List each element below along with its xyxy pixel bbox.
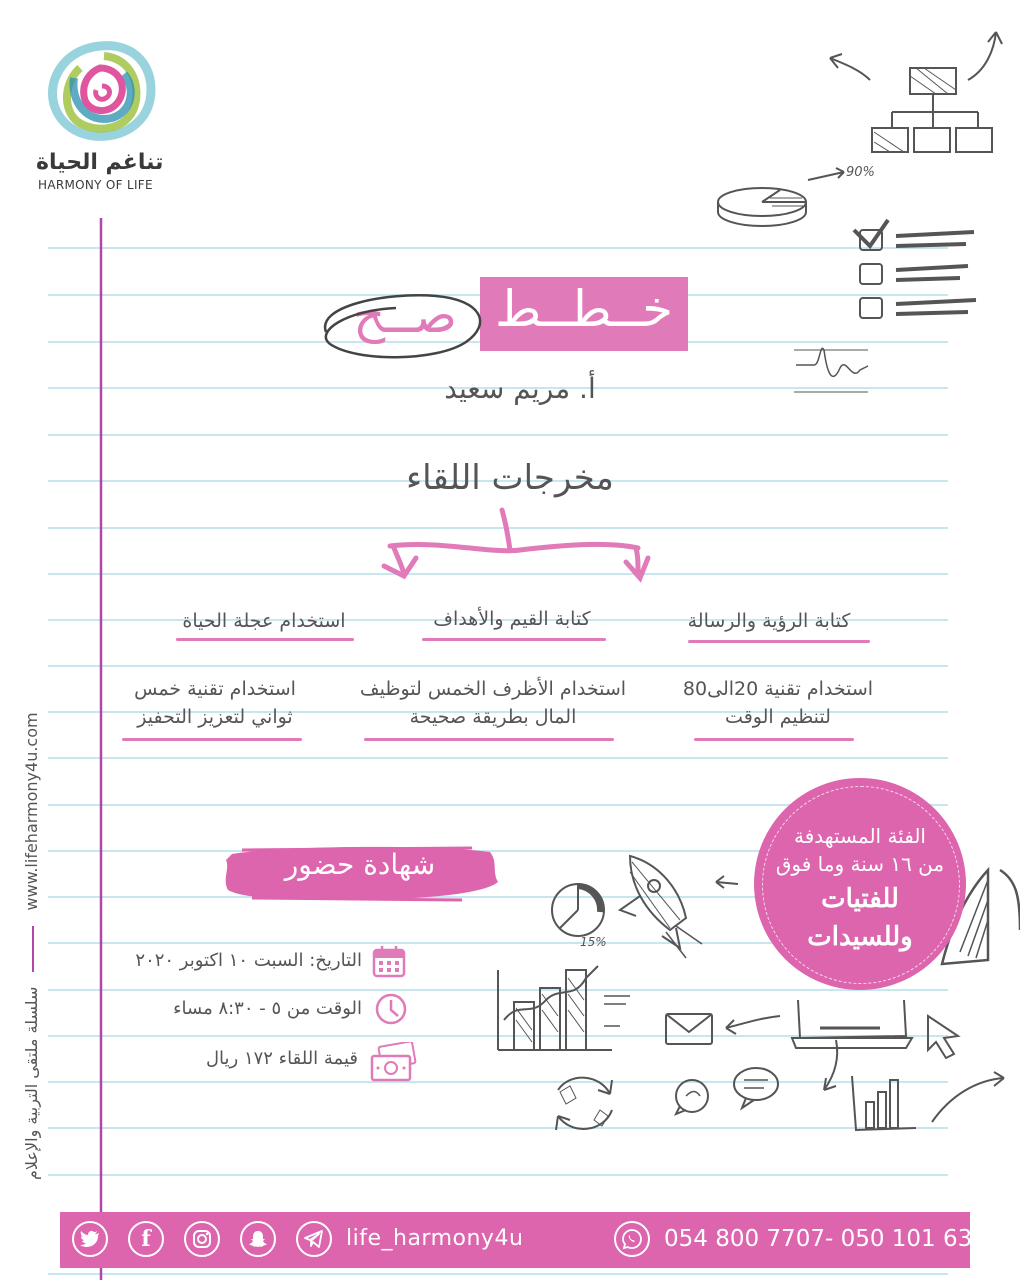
target-heading: الفئة المستهدفة [794, 824, 926, 848]
certificate-label: شهادة حضور [284, 848, 436, 881]
target-age: من ١٦ سنة وما فوق [775, 852, 945, 876]
social-handle[interactable]: life_harmony4u [346, 1226, 524, 1251]
outcome-vision-mission: كتابة الرؤية والرسالة [687, 610, 851, 632]
outcomes-heading: مخرجات اللقاء [406, 458, 614, 498]
planning-doodles-icon [710, 20, 1010, 400]
outcome-envelopes-line2: المال بطريقة صحيحة [409, 705, 577, 728]
outcome-time-line2: لتنظيم الوقت [725, 705, 831, 728]
target-girls: للفتيات [821, 884, 899, 914]
outcome-time-technique [660, 676, 896, 731]
sidebar-divider [32, 926, 34, 972]
outcome-life-wheel: استخدام عجلة الحياة [182, 610, 346, 632]
series-name: سلسلة ملتقى التربية والإعلام [22, 986, 41, 1180]
calendar-icon [372, 944, 406, 978]
outcome-seconds-line1: استخدام تقنية خمس [134, 678, 296, 700]
target-women: وللسيدات [807, 922, 913, 952]
event-price: قيمة اللقاء ١٧٢ ريال [205, 1048, 358, 1069]
speaker-name: أ. مريم سعيد [444, 372, 596, 405]
clock-icon [374, 992, 408, 1026]
outcome-envelopes-line1: استخدام الأظرف الخمس لتوظيف [359, 678, 627, 700]
vertical-sidebar-text [22, 580, 41, 1180]
brand-name-arabic: تناغم الحياة [36, 150, 164, 175]
outcome-seconds-line2: ثواني لتعزيز التحفيز [137, 705, 293, 728]
whatsapp-icon[interactable] [614, 1221, 650, 1257]
telegram-icon[interactable] [296, 1221, 332, 1257]
event-time: الوقت من ٥ - ٨:٣٠ مساء [173, 998, 362, 1019]
outcome-time-line1: استخدام تقنية 20الى80 [682, 678, 874, 700]
outcome-five-seconds [110, 676, 320, 731]
title-word: صــح [352, 286, 458, 344]
website-link[interactable]: www.lifeharmony4u.com [22, 712, 41, 911]
title-scribble-circle-icon [306, 280, 506, 370]
event-date: التاريخ: السبت ١٠ اكتوبر ٢٠٢٠ [135, 950, 362, 971]
percent-15-label: 15% [580, 935, 607, 949]
money-icon [368, 1042, 418, 1082]
brand-name-english: HARMONY OF LIFE [38, 178, 153, 192]
percent-90-label: 90% [846, 165, 875, 180]
outcome-values-goals: كتابة القيم والأهداف [433, 608, 591, 630]
instagram-icon[interactable] [184, 1221, 220, 1257]
facebook-icon[interactable]: f [128, 1221, 164, 1257]
outcome-five-envelopes [348, 676, 638, 731]
title-highlight-word: خــطــط [495, 280, 673, 338]
contact-phones[interactable]: 054 800 7707- 050 101 6393 [664, 1226, 1002, 1252]
branch-arrow-icon [370, 506, 660, 590]
snapchat-icon[interactable] [240, 1221, 276, 1257]
harmony-logo-icon [40, 38, 158, 146]
twitter-icon[interactable] [72, 1221, 108, 1257]
